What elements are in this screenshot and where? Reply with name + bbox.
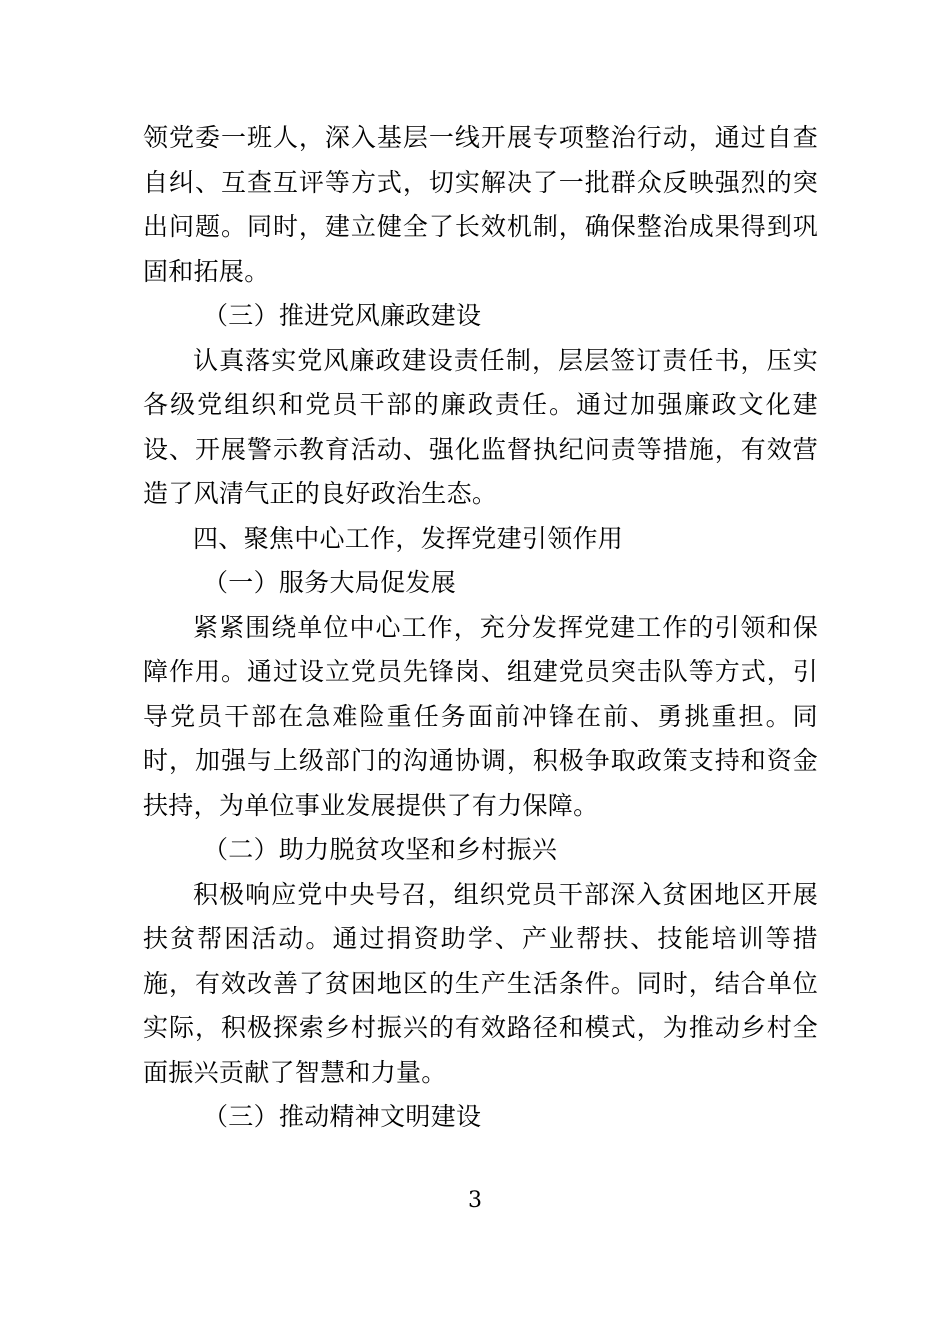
paragraph: 积极响应党中央号召，组织党员干部深入贫困地区开展扶贫帮困活动。通过捐资助学、产业帮扶、技能培训等措施，有效改善了贫困地区的生产生活条件。同时，结合单位实际，积极探索乡村振兴的有效路径和模式，为推动乡村全面振兴贡献了智慧和力量。 — [143, 879, 818, 1087]
section-subheading: （二）助力脱贫攻坚和乡村振兴 — [203, 835, 558, 864]
section-subheading: （三）推进党风廉政建设 — [203, 301, 482, 330]
document-body — [143, 116, 818, 1140]
paragraph: 紧紧围绕单位中心工作，充分发挥党建工作的引领和保障作用。通过设立党员先锋岗、组建党员突击队等方式，引导党员干部在急难险重任务面前冲锋在前、勇挑重担。同时，加强与上级部门的沟通协调，积极争取政策支持和资金扶持，为单位事业发展提供了有力保障。 — [143, 612, 818, 820]
section-subheading: （一）服务大局促发展 — [203, 568, 457, 597]
paragraph-continuation: 领党委一班人，深入基层一线开展专项整治行动，通过自查自纠、互查互评等方式，切实解决了一批群众反映强烈的突出问题。同时，建立健全了长效机制，确保整治成果得到巩固和拓展。 — [143, 123, 818, 286]
page-number: 3 — [468, 1188, 482, 1213]
section-subheading: （三）推动精神文明建设 — [203, 1102, 482, 1131]
section-heading: 四、聚焦中心工作，发挥党建引领作用 — [193, 523, 624, 553]
paragraph: 认真落实党风廉政建设责任制，层层签订责任书，压实各级党组织和党员干部的廉政责任。通过加强廉政文化建设、开展警示教育活动、强化监督执纪问责等措施，有效营造了风清气正的良好政治生态。 — [143, 345, 818, 508]
